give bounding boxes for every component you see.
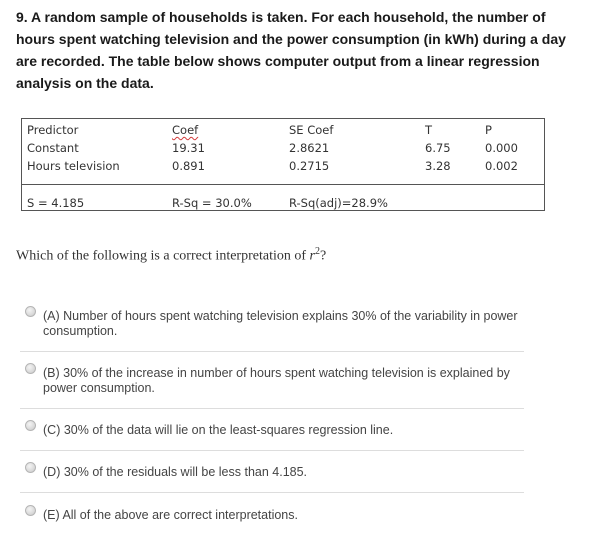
radio-b[interactable] bbox=[25, 363, 36, 374]
radio-c[interactable] bbox=[25, 420, 36, 431]
option-separator bbox=[20, 450, 524, 451]
option-e-text: (E) All of the above are correct interpretations. bbox=[43, 508, 298, 522]
question-text: 9. A random sample of households is taken. For each household, the number of hours spent watching television and the power consumption (in kWh) during a day are recorded. The table below shows computer output from a linear regression analysis on the data. bbox=[16, 9, 566, 91]
row-hours-coef: 0.891 bbox=[172, 159, 205, 173]
header-se-coef bbox=[289, 122, 333, 138]
option-b-text: (B) 30% of the increase in number of hours spent watching television is explained by power consumption. bbox=[43, 366, 510, 395]
prompt-suffix: ? bbox=[319, 248, 327, 264]
table-divider bbox=[22, 184, 544, 185]
row-constant-coef: 19.31 bbox=[172, 141, 205, 155]
radio-a[interactable] bbox=[25, 306, 36, 317]
radio-d[interactable] bbox=[25, 462, 36, 473]
row-constant-t: 6.75 bbox=[425, 141, 451, 155]
row-hours-t: 3.28 bbox=[425, 159, 451, 173]
header-se-coef-text: SE Coef bbox=[289, 123, 334, 137]
option-separator bbox=[20, 351, 524, 352]
option-separator bbox=[20, 492, 524, 493]
row-hours-p: 0.002 bbox=[485, 159, 518, 173]
summary-s: S = 4.185 bbox=[27, 196, 85, 210]
regression-output-table bbox=[21, 118, 545, 211]
prompt-math-exp: 2 bbox=[314, 246, 320, 257]
header-p: P bbox=[485, 123, 492, 137]
radio-e[interactable] bbox=[25, 505, 36, 516]
row-constant-p: 0.000 bbox=[485, 141, 518, 155]
row-hours-predictor: Hours television bbox=[27, 159, 120, 173]
option-a-text: (A) Number of hours spent watching television explains 30% of the variability in power consumption. bbox=[43, 309, 518, 338]
header-coef: Coef bbox=[172, 123, 199, 137]
header-predictor: Predictor bbox=[27, 123, 79, 137]
option-c-text: (C) 30% of the data will lie on the least-squares regression line. bbox=[43, 423, 394, 437]
option-d-text: (D) 30% of the residuals will be less than 4.185. bbox=[43, 465, 308, 479]
row-hours-se-coef: 0.2715 bbox=[289, 159, 330, 173]
option-separator bbox=[20, 408, 524, 409]
row-constant-se-coef: 2.8621 bbox=[289, 141, 330, 155]
summary-r-sq-adj: R-Sq(adj)=28.9% bbox=[289, 196, 388, 210]
prompt-main: Which of the following is a correct interpretation of bbox=[16, 248, 310, 264]
row-constant-predictor: Constant bbox=[27, 141, 79, 155]
summary-r-sq: R-Sq = 30.0% bbox=[172, 196, 252, 210]
header-t: T bbox=[425, 123, 433, 137]
prompt-text bbox=[16, 246, 326, 265]
prompt-math-base: r bbox=[309, 248, 315, 264]
